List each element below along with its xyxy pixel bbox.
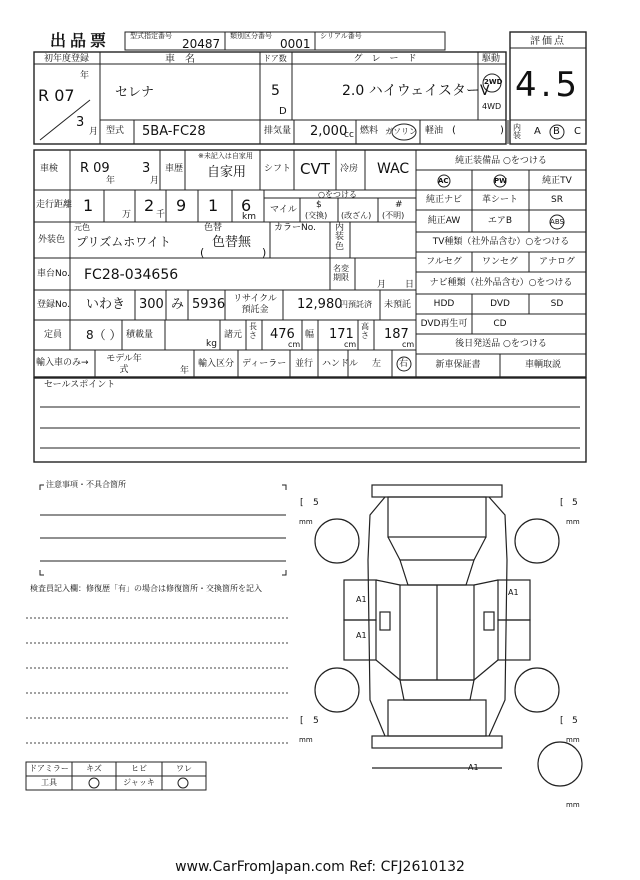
legend-jack: ジャッキ — [123, 778, 155, 787]
legend-door-mirror: ドアミラー — [29, 764, 69, 773]
color-no-label: カラーNo. — [274, 223, 316, 233]
car-name: セレナ — [115, 85, 155, 100]
form-title: 出品票 — [50, 31, 111, 50]
interior-color-label: 内装色 — [335, 223, 345, 252]
height-unit: cm — [402, 340, 415, 349]
tv-fullseg: フルセグ — [426, 257, 462, 267]
mileage-mark-exchange: (交換) — [305, 211, 328, 220]
chassis-value: FC28-034656 — [84, 267, 179, 283]
damage-mark-right-front: A1 — [508, 588, 519, 597]
drive-2wd: 2WD — [484, 78, 503, 86]
navi-cd: CD — [493, 319, 507, 329]
legend-scratch: キズ — [86, 764, 102, 773]
recycle-unpaid: 未預託 — [384, 300, 412, 310]
first-reg-year: R 07 — [38, 86, 75, 105]
import-type-dealer: ディーラー — [242, 359, 287, 369]
import-label: 輸入車のみ→ — [36, 358, 89, 368]
navi-hdd: HDD — [433, 299, 455, 309]
import-type-label: 輸入区分 — [198, 359, 235, 369]
repaint-paren: ( — [200, 246, 205, 259]
handle-right: 右 — [399, 359, 409, 369]
history-label: 車歴 — [165, 164, 184, 174]
tread-rear-left-value: 5 — [313, 716, 319, 726]
tread-front-left-value: 5 — [313, 498, 319, 508]
first-reg-year-kanji: 年 — [80, 71, 90, 81]
mileage-label: 走行距離 — [36, 200, 73, 210]
legend-broken: ワレ — [176, 764, 192, 773]
shaken-value: R 09 — [80, 161, 110, 176]
tv-analog: アナログ — [538, 257, 576, 267]
doors-sub: D — [279, 106, 287, 117]
std-equip-label: 純正装備品 ○をつける — [455, 156, 547, 166]
reg-area: いわき — [86, 297, 126, 312]
overall-score: 4.5 — [514, 65, 582, 105]
tread-rear-right: [ — [560, 716, 564, 726]
payload-unit: kg — [206, 339, 217, 349]
mileage-mark-hash: # — [395, 200, 403, 210]
name-change-label: 名変期限 — [333, 264, 349, 283]
length-unit: cm — [288, 340, 301, 349]
model-value: 5BA-FC28 — [142, 124, 206, 139]
recycle-value: 12,980 — [297, 297, 343, 312]
mileage-man: 万 — [122, 210, 132, 220]
capacity-value: 8（ ） — [86, 328, 122, 342]
light-oil-label: 軽油 — [425, 126, 444, 136]
tv-oneseg: ワンセグ — [481, 257, 519, 267]
reg-class: 300 — [139, 297, 164, 312]
drive-4wd: 4WD — [482, 102, 502, 111]
repaint-value: 色替無 — [212, 235, 252, 250]
tread-front-left-unit: mm — [299, 518, 313, 526]
doors-label: ドア数 — [263, 54, 287, 63]
light-oil-paren: ( — [452, 125, 456, 136]
tread-rear-left-unit: mm — [299, 736, 313, 744]
dims-label: 諸元 — [224, 330, 243, 340]
damage-mark-left-rear: A1 — [356, 631, 367, 640]
height-value: 187 — [384, 327, 409, 342]
interior-label: 内装 — [513, 123, 521, 140]
equip-leather: 革シート — [481, 195, 519, 205]
recycle-label: リサイクル預託金 — [233, 294, 277, 315]
model-year-nen: 年 — [180, 366, 190, 376]
tread-rear-right-value: 5 — [572, 716, 578, 726]
category-label: 類別区分番号 — [230, 32, 272, 40]
inspector-label: 検査員記入欄：修復歴「有」の場合は修復箇所・交換箇所を記入 — [30, 584, 262, 593]
tread-front-right: [ — [560, 498, 564, 508]
grade-label: グ レ ー ド — [353, 54, 417, 64]
category-number: 0001 — [280, 37, 311, 51]
damage-mark-left-front: A1 — [356, 595, 367, 604]
handle-label: ハンドル — [322, 359, 359, 369]
later-manual: 車輌取説 — [524, 360, 562, 370]
reg-label: 登録No. — [37, 300, 70, 310]
mileage-digit-5: 6 — [241, 196, 252, 215]
name-change-month: 月 — [377, 280, 387, 290]
drive-label: 駆動 — [482, 54, 501, 64]
displacement-label: 排気量 — [264, 126, 292, 136]
mileage-digit-4: 1 — [208, 196, 219, 215]
first-reg-month: 3 — [76, 115, 85, 130]
mileage-mark-mile: マイル — [270, 205, 297, 215]
height-label: 高さ — [361, 322, 369, 340]
fuel-label: 燃料 — [360, 126, 379, 136]
handle-left: 左 — [372, 359, 382, 369]
first-reg-month-kanji: 月 — [89, 127, 99, 137]
equip-pw: PW — [494, 177, 507, 185]
tread-front-right-value: 5 — [572, 498, 578, 508]
history-note: ※未記入は自家用 — [198, 152, 253, 160]
width-label: 幅 — [305, 330, 315, 340]
mileage-mark-dollar: $ — [316, 200, 322, 210]
equip-sr: SR — [551, 195, 563, 205]
sales-point-label: セールスポイント — [44, 380, 116, 390]
score-label: 評価点 — [530, 36, 566, 47]
legend-tools: 工具 — [41, 778, 57, 787]
equip-airbag: エアB — [487, 216, 513, 226]
shift-label: シフト — [264, 164, 292, 174]
interior-option-a: A — [534, 126, 541, 137]
model-label: 型式 — [106, 126, 125, 136]
navi-dvd-play: DVD再生可 — [420, 319, 468, 329]
type-approval-label: 型式指定番号 — [130, 32, 172, 40]
displacement-unit: cc — [344, 130, 354, 140]
shift-value: CVT — [300, 160, 330, 178]
interior-option-b: B — [553, 126, 560, 137]
chassis-label: 車台No. — [37, 269, 70, 279]
tread-rear-left: [ — [300, 716, 304, 726]
equip-navi: 純正ナビ — [425, 195, 463, 205]
mileage-digit-2: 2 — [144, 196, 155, 215]
capacity-label: 定員 — [44, 330, 63, 340]
name-change-day: 日 — [405, 280, 415, 290]
shaken-label: 車検 — [40, 164, 59, 174]
spare-unit: mm — [566, 801, 580, 809]
mileage-mark-label: ○をつける — [318, 190, 357, 199]
tread-front-left: [ — [300, 498, 304, 508]
history-value: 自家用 — [207, 165, 247, 180]
first-reg-label: 初年度登録 — [44, 54, 90, 64]
serial-label: シリアル番号 — [320, 32, 362, 40]
caution-label: 注意事項・不具合箇所 — [46, 480, 126, 489]
mileage-unit: km — [242, 212, 256, 222]
reg-kana: み — [171, 297, 185, 312]
fuel-selected: ガソリン — [385, 127, 417, 136]
shaken-year: 年 — [106, 176, 116, 186]
legend-crack: ヒビ — [131, 764, 147, 773]
shaken-month-value: 3 — [142, 161, 151, 176]
aircon-value: WAC — [377, 161, 410, 177]
damage-mark-rear-bumper: A1 — [468, 763, 479, 772]
width-unit: cm — [344, 340, 357, 349]
equip-aw: 純正AW — [427, 216, 461, 226]
width-value: 171 — [329, 327, 354, 342]
type-approval-number: 20487 — [182, 37, 221, 51]
mileage-digit-1: 1 — [83, 196, 94, 215]
equip-ac: AC — [438, 177, 449, 185]
recycle-unit: 円預託済 — [340, 300, 372, 309]
model-year-label: モデル年式 — [106, 354, 142, 375]
length-label: 長さ — [249, 322, 257, 340]
repaint-label: 色替 — [204, 223, 223, 233]
orig-color-label: 元色 — [74, 223, 90, 232]
shaken-month: 月 — [150, 176, 160, 186]
import-type-parallel: 並行 — [295, 359, 314, 369]
footer-watermark: www.CarFromJapan.com Ref: CFJ2610132 — [175, 859, 465, 875]
later-items-label: 後日発送品 ○をつける — [455, 339, 547, 349]
mileage-sen: 千 — [156, 210, 166, 220]
car-name-label: 車 名 — [165, 54, 195, 65]
exterior-color-label: 外装色 — [38, 235, 66, 245]
reg-number: 5936 — [192, 297, 226, 312]
doors-count: 5 — [271, 83, 280, 99]
light-oil-paren-close: ) — [500, 125, 504, 136]
mileage-mark-tampered: (改ざん) — [341, 211, 372, 220]
exterior-color-value: プリズムホワイト — [76, 235, 171, 249]
navi-dvd: DVD — [490, 299, 510, 309]
length-value: 476 — [270, 327, 295, 342]
equip-abs: ABS — [550, 218, 564, 226]
tread-rear-right-unit: mm — [566, 736, 580, 744]
navi-type-label: ナビ種類（社外品含む）○をつける — [429, 278, 573, 288]
tv-type-label: TV種類（社外品含む）○をつける — [432, 237, 570, 247]
navi-sd: SD — [550, 299, 564, 309]
grade-value: 2.0 ハイウェイスターV — [342, 83, 490, 99]
mileage-mark-unknown: (不明) — [382, 211, 405, 220]
tread-front-right-unit: mm — [566, 518, 580, 526]
equip-tv: 純正TV — [542, 176, 572, 186]
displacement-value: 2,000 — [310, 124, 348, 139]
aircon-label: 冷房 — [340, 164, 359, 174]
later-warranty: 新車保証書 — [435, 360, 481, 370]
repaint-paren-close: ) — [262, 246, 267, 259]
payload-label: 積載量 — [126, 330, 154, 340]
interior-option-c: C — [574, 126, 581, 137]
mileage-digit-3: 9 — [176, 196, 187, 215]
